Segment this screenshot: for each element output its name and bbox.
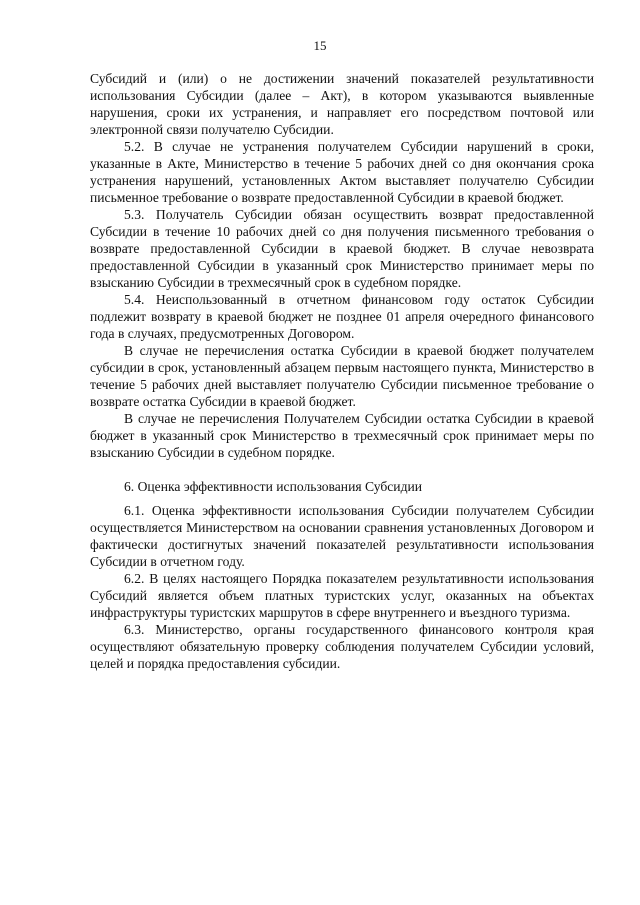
paragraph-5-4-third: В случае не перечисления Получателем Субсидии остатка Субсидии в краевой бюджет в указанный срок Министерство в трехмесячный срок принимает меры по взысканию Субсидии в судебном порядке. (90, 411, 594, 460)
paragraph-5-3: 5.3. Получатель Субсидии обязан осуществить возврат предоставленной Субсидии в течение 10 рабочих дней со дня получения письменного требования о возврате предоставленной Субсидии в краевой бюджет. В случае невозврата предоставленной Субсидии в указанный срок Министерство принимает меры по взысканию Субсидии в трехмесячный срок в судебном порядке. (90, 207, 594, 290)
page-number: 15 (313, 38, 327, 53)
paragraph-6-3: 6.3. Министерство, органы государственного финансового контроля края осуществляют обязательную проверку соблюдения получателем Субсидии условий, целей и порядка предоставления субсидии. (90, 622, 594, 671)
section-heading: 6. Оценка эффективности использования Субсидии (124, 479, 423, 494)
paragraph-5-4-second: В случае не перечисления остатка Субсидии в краевой бюджет получателем субсидии в срок, установленный абзацем первым настоящего пункта, Министерство в течение 5 рабочих дней выставляет получателю Субсидии письменное требование о возврате остатка Субсидии в краевой бюджет. (90, 343, 594, 409)
paragraph-6-1: 6.1. Оценка эффективности использования Субсидии получателем Субсидии осуществляется Министерством на основании сравнения установленных Договором и фактически достигнутых значений показателей результативности использования Субсидии в отчетном году. (90, 503, 594, 569)
paragraph-6-2: 6.2. В целях настоящего Порядка показателем результативности использования Субсидий является объем платных туристских услуг, оказанных на объектах инфраструктуры туристских маршрутов в сфере внутреннего и въездного туризма. (90, 571, 594, 620)
paragraph-continuation: Субсидий и (или) о не достижении значений показателей результативности использования Субсидии (далее – Акт), в котором указываются выявленные нарушения, сроки их устранения, и направляет его посредством почтовой или электронной связи получателю Субсидии. (90, 71, 594, 137)
document-body (90, 70, 594, 672)
paragraph-5-2: 5.2. В случае не устранения получателем Субсидии нарушений в сроки, указанные в Акте, Министерство в течение 5 рабочих дней со дня окончания срока устранения нарушений, установленных Актом выставляет получателю Субсидии письменное требование о возврате предоставленной Субсидии в краевой бюджет. (90, 139, 594, 205)
paragraph-5-4: 5.4. Неиспользованный в отчетном финансовом году остаток Субсидии подлежит возврату в краевой бюджет не позднее 01 апреля очередного финансового года в случаях, предусмотренных Договором. (90, 292, 594, 341)
